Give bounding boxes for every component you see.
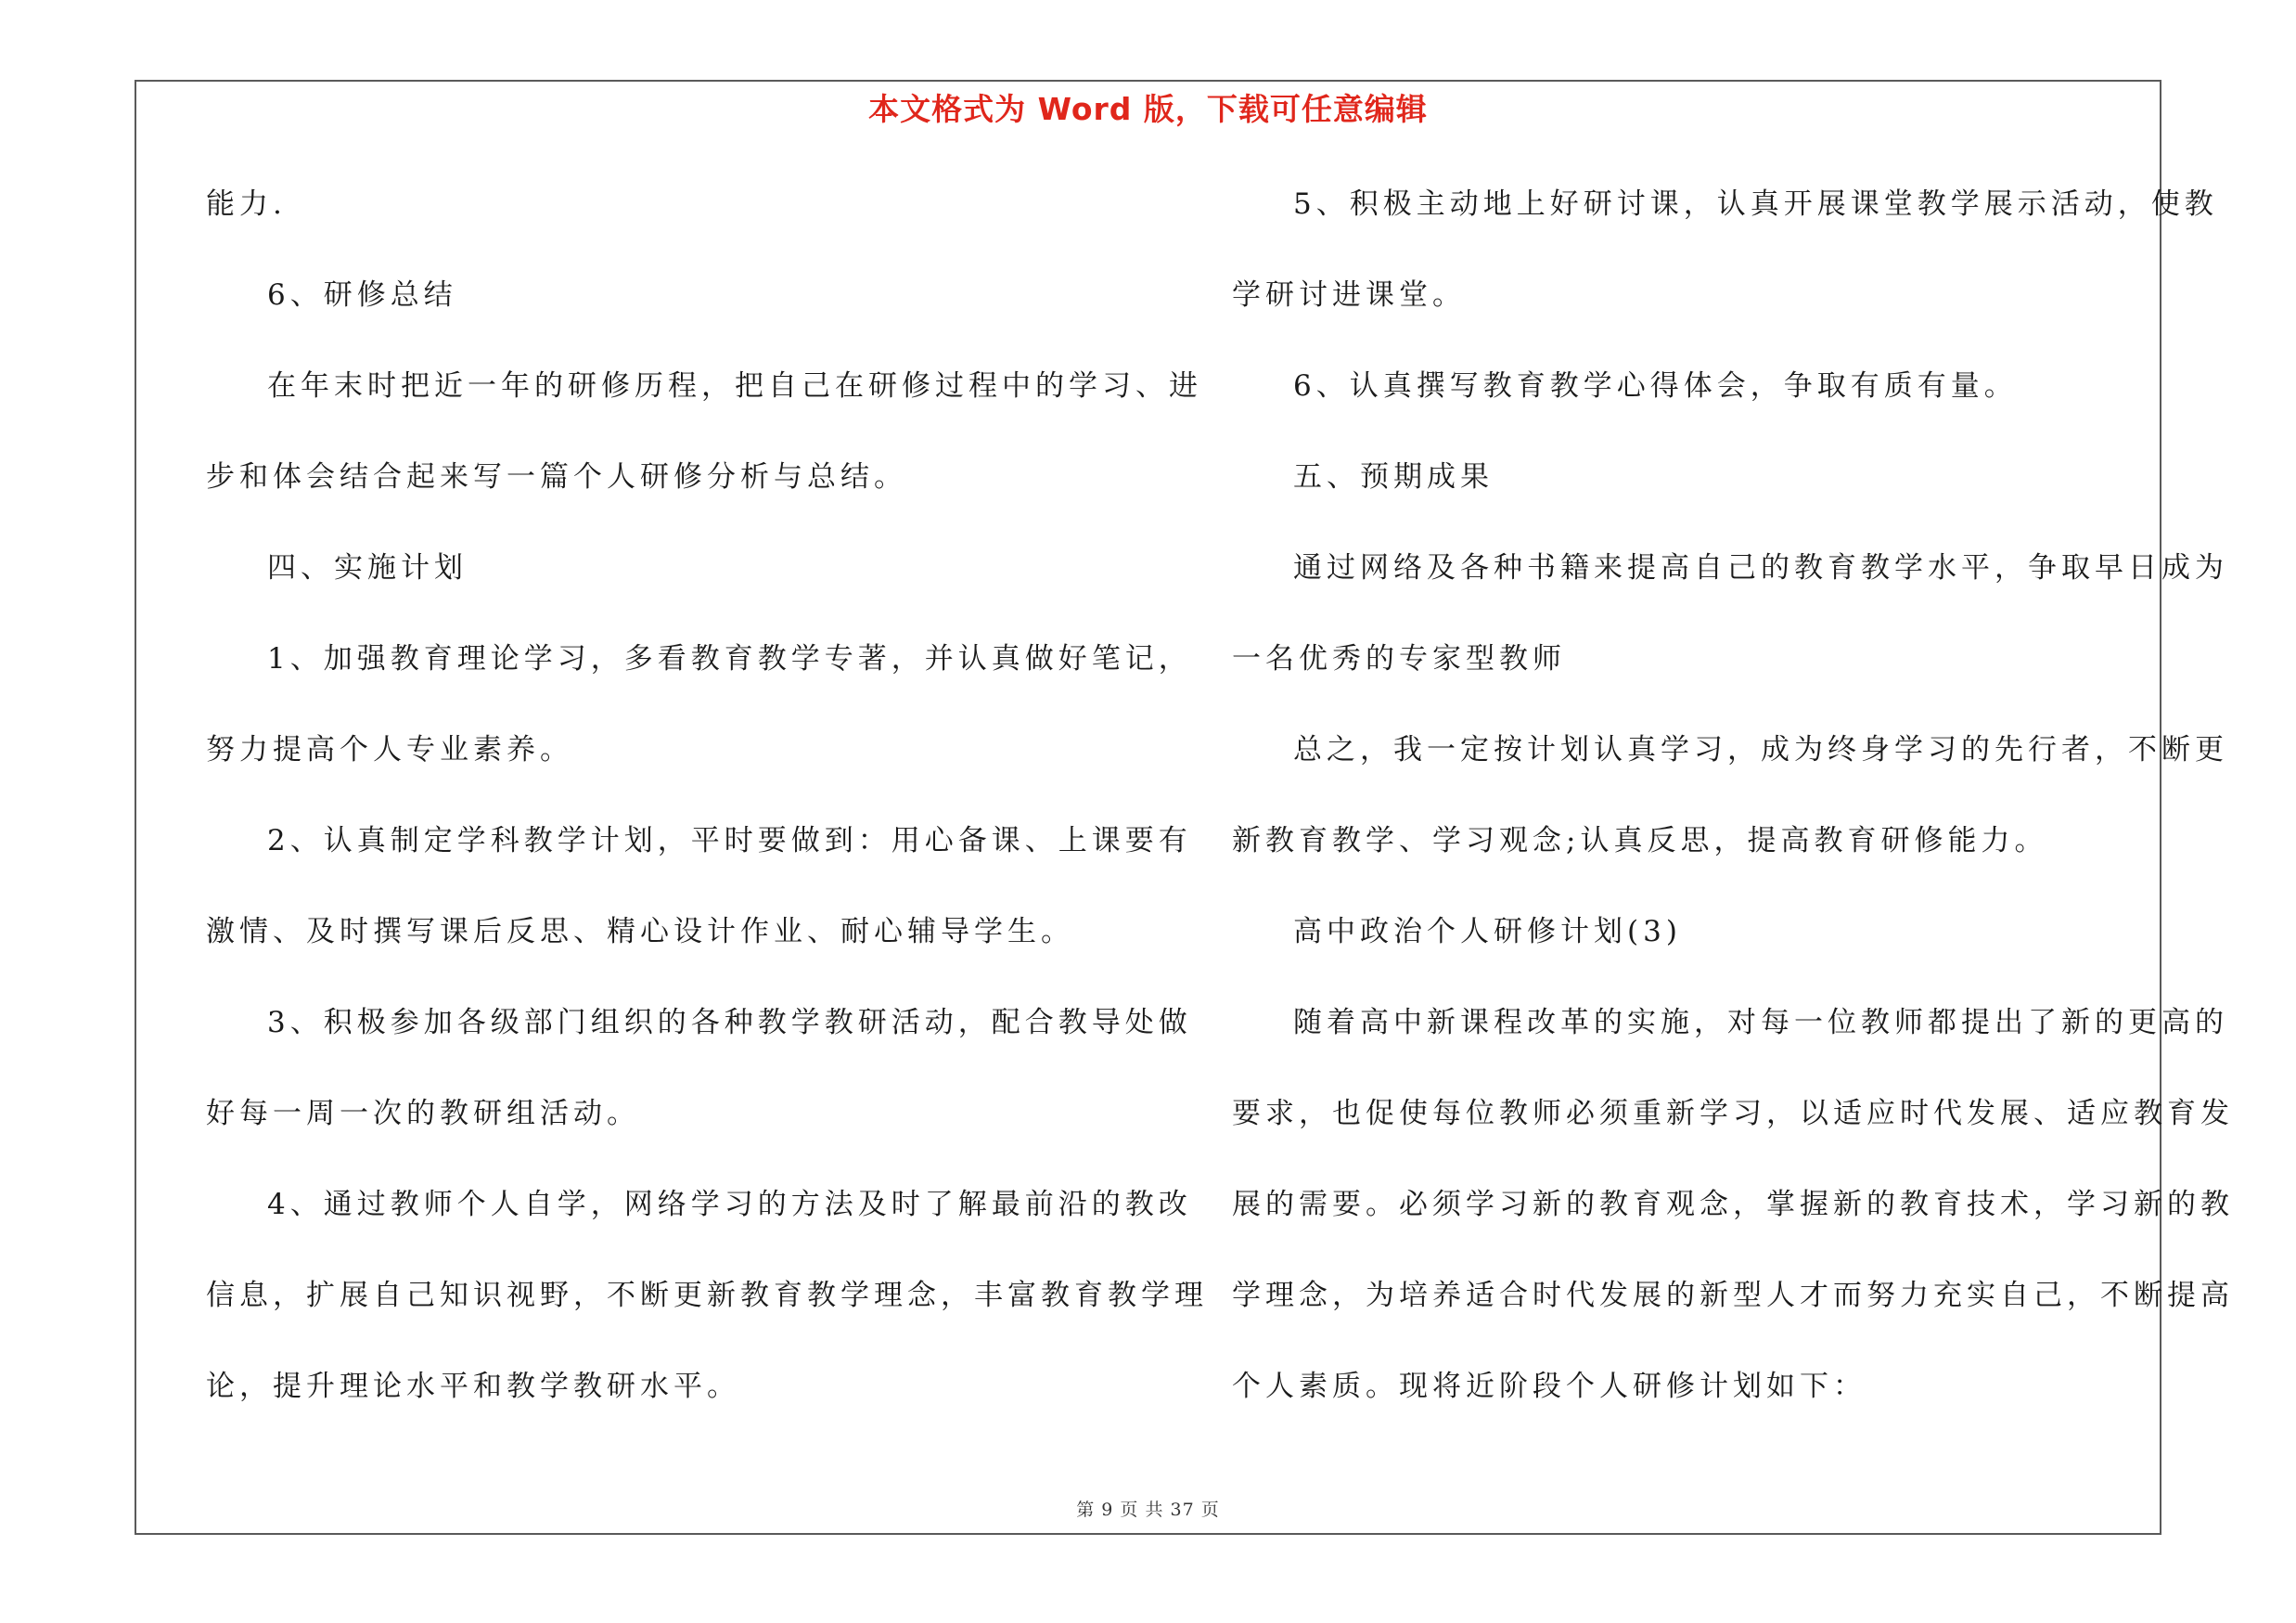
paragraph-line: 随着高中新课程改革的实施，对每一位教师都提出了新的更高的 bbox=[1293, 1006, 2228, 1039]
paragraph-line: 努力提高个人专业素养。 bbox=[206, 733, 573, 766]
paragraph-line: 个人素质。现将近阶段个人研修计划如下： bbox=[1232, 1370, 1866, 1403]
paragraph-line: 论，提升理论水平和教学教研水平。 bbox=[206, 1370, 740, 1403]
paragraph-line: 3、积极参加各级部门组织的各种教学教研活动，配合教导处做 bbox=[267, 1006, 1192, 1039]
paragraph-line: 一名优秀的专家型教师 bbox=[1232, 642, 1566, 676]
section-heading: 五、预期成果 bbox=[1293, 460, 1494, 494]
section-heading: 6、研修总结 bbox=[267, 278, 457, 312]
header-banner: 本文格式为 Word 版，下载可任意编辑 bbox=[868, 91, 1428, 127]
paragraph-line: 能力. bbox=[206, 187, 287, 221]
paragraph-line: 总之，我一定按计划认真学习，成为终身学习的先行者，不断更 bbox=[1293, 733, 2228, 766]
paragraph-line: 通过网络及各种书籍来提高自己的教育教学水平，争取早日成为 bbox=[1293, 551, 2228, 585]
paragraph-line: 展的需要。必须学习新的教育观念，掌握新的教育技术，学习新的教 bbox=[1232, 1188, 2234, 1221]
paragraph-line: 激情、及时撰写课后反思、精心设计作业、耐心辅导学生。 bbox=[206, 915, 1074, 948]
paragraph-line: 学理念，为培养适合时代发展的新型人才而努力充实自己，不断提高 bbox=[1232, 1279, 2234, 1312]
paragraph-line: 好每一周一次的教研组活动。 bbox=[206, 1097, 640, 1130]
paragraph-line: 步和体会结合起来写一篇个人研修分析与总结。 bbox=[206, 460, 907, 494]
paragraph-line: 5、积极主动地上好研讨课，认真开展课堂教学展示活动，使教 bbox=[1293, 187, 2218, 221]
page-number: 第 9 页 共 37 页 bbox=[1076, 1500, 1220, 1520]
paragraph-line: 信息，扩展自己知识视野，不断更新教育教学理念，丰富教育教学理 bbox=[206, 1279, 1208, 1312]
paragraph-line: 在年末时把近一年的研修历程，把自己在研修过程中的学习、进 bbox=[267, 369, 1202, 403]
paragraph-line: 6、认真撰写教育教学心得体会，争取有质有量。 bbox=[1293, 369, 2018, 403]
paragraph-line: 要求，也促使每位教师必须重新学习，以适应时代发展、适应教育发 bbox=[1232, 1097, 2234, 1130]
paragraph-line: 4、通过教师个人自学，网络学习的方法及时了解最前沿的教改 bbox=[267, 1188, 1192, 1221]
paragraph-line: 2、认真制定学科教学计划，平时要做到：用心备课、上课要有 bbox=[267, 824, 1192, 857]
document-subtitle: 高中政治个人研修计划(3) bbox=[1293, 915, 1682, 948]
paragraph-line: 学研讨进课堂。 bbox=[1232, 278, 1466, 312]
paragraph-line: 新教育教学、学习观念;认真反思，提高教育研修能力。 bbox=[1232, 824, 2048, 857]
section-heading: 四、实施计划 bbox=[267, 551, 468, 585]
paragraph-line: 1、加强教育理论学习，多看教育教学专著，并认真做好笔记， bbox=[267, 642, 1192, 676]
